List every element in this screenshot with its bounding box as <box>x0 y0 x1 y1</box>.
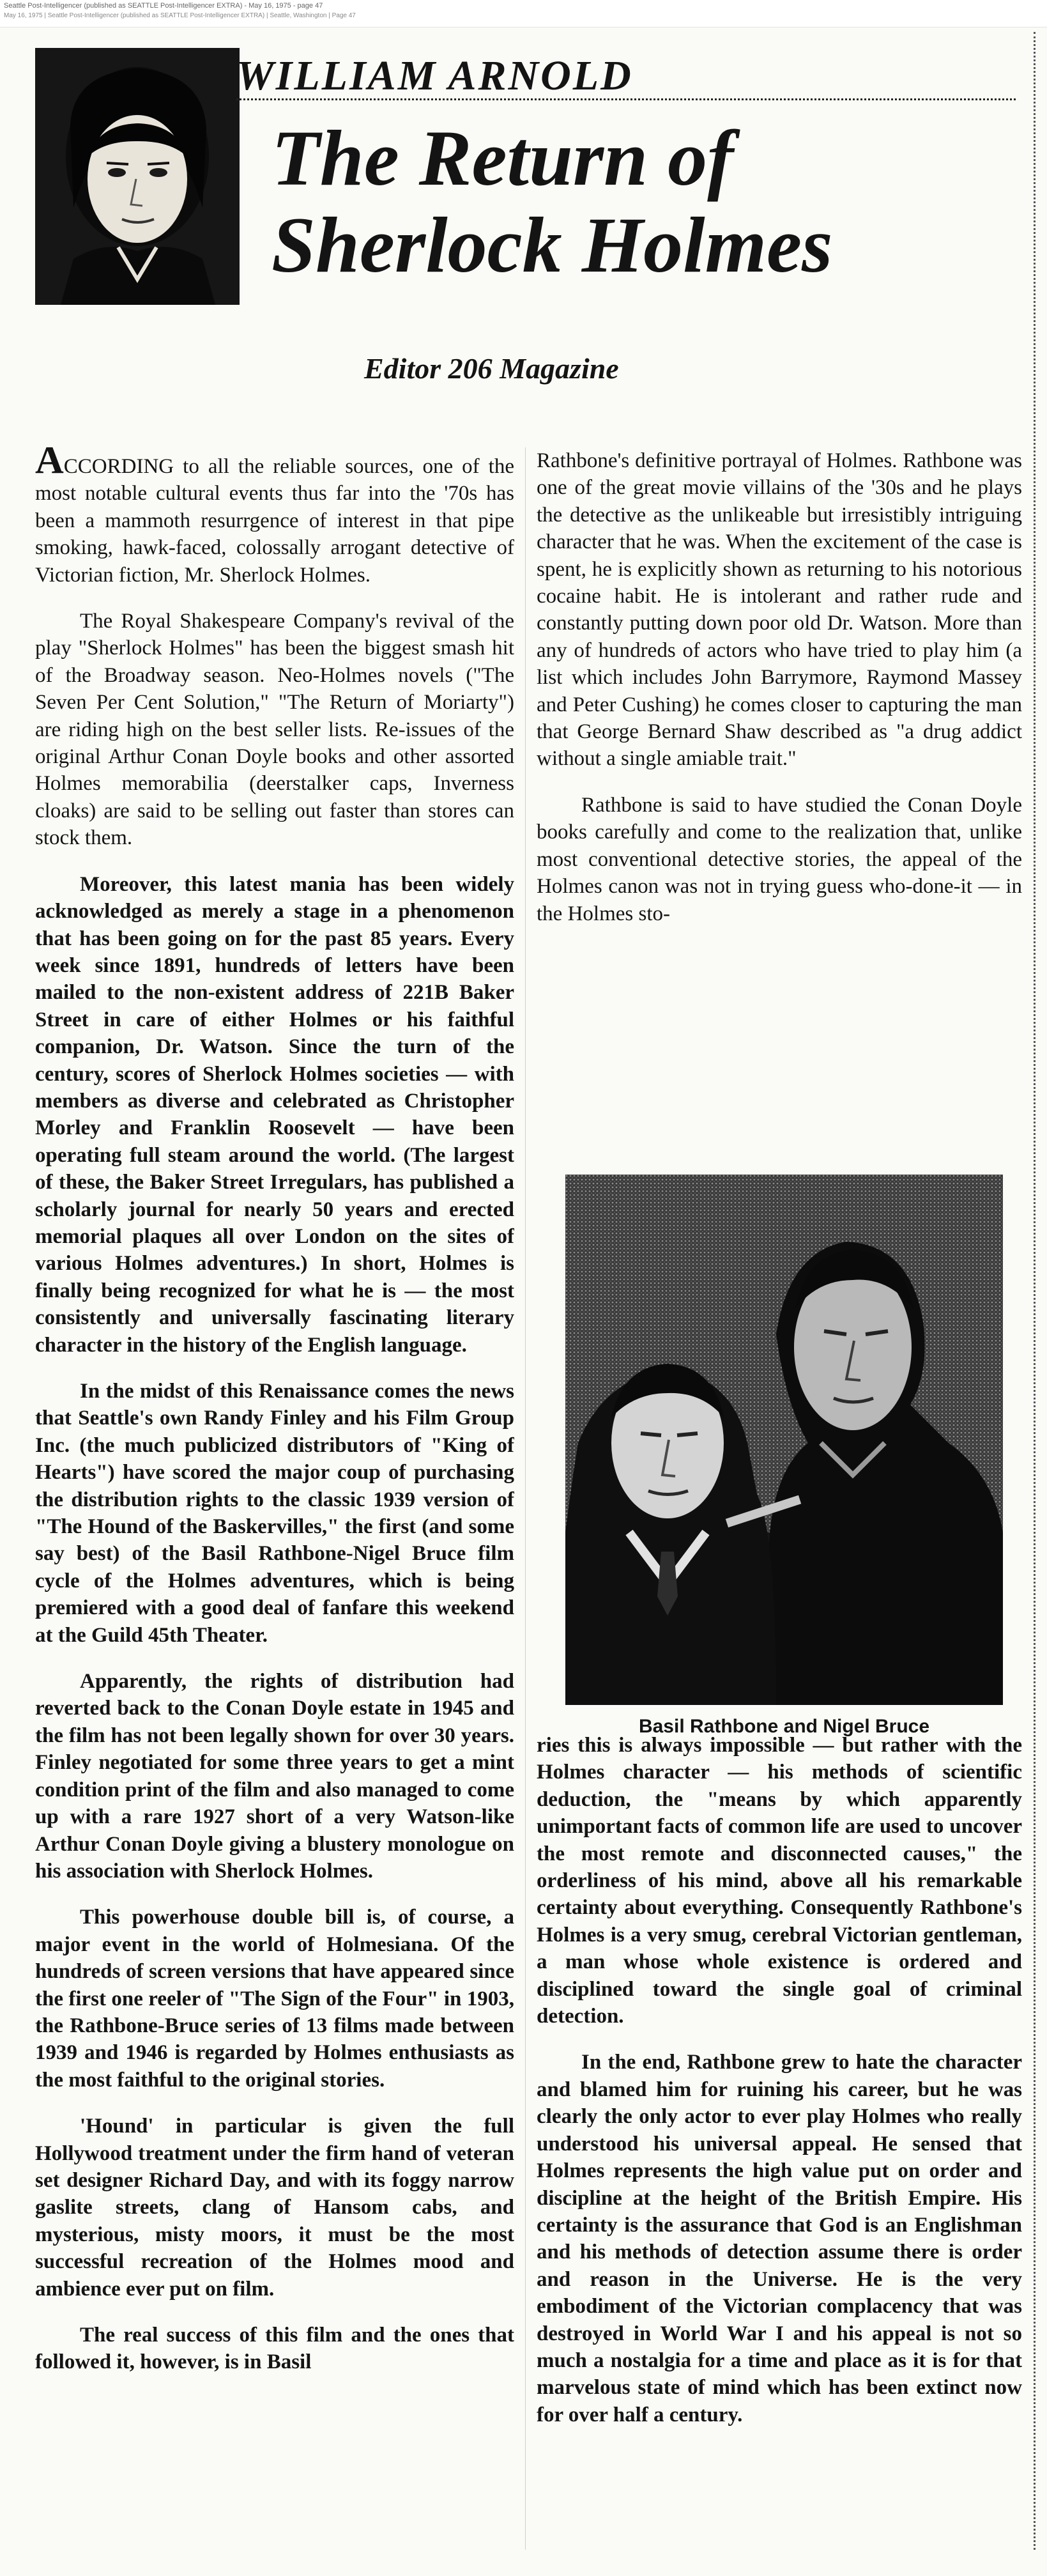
film-still-photo <box>565 1175 1003 1705</box>
paragraph-5: Apparently, the rights of distribution had reverted back to the Conan Doyle estate in 1945 and the film has not been legally shown for over 30 years. Finley negotiated for some three years to get a mint condition print of the film and also managed to come up with a rare 1927 short of a very Watson-like Arthur Conan Doyle giving a blustery monologue on his association with Sherlock Holmes. <box>35 1670 514 1883</box>
headline-line-2: Sherlock Holmes <box>271 201 833 289</box>
column-divider <box>525 447 526 2550</box>
page-edge-rule <box>1034 32 1036 2550</box>
author-name: WILLIAM ARNOLD <box>236 52 633 99</box>
paragraph-8: The real success of this film and the ones that followed it, however, is in Basil <box>35 2324 514 2374</box>
byline-rule <box>236 98 1016 100</box>
paragraph-2: The Royal Shakespeare Company's revival of the play "Sherlock Holmes" has been the biggest smash hit of the Broadway season. Neo-Holmes novels ("The Seven Per Cent Solution," "The Return of Moriarty") are riding high on the best seller lists. Re-issues of the original Arthur Conan Doyle books and other assorted Holmes memorabilia (deerstalker caps, Inverness cloaks) are said to be selling out faster than stores can stock them. <box>35 610 514 850</box>
paragraph-1 <box>35 447 514 589</box>
archive-title[interactable]: Seattle Post-Intelligencer (published as SEATTLE Post-Intelligencer EXTRA) - May 16, 1975 - page 47 <box>4 2 323 10</box>
byline-block <box>236 51 1041 102</box>
article-column-right-top <box>537 447 1022 1061</box>
paragraph-1-text: to all the reliable sources, one of the most notable cultural events thus far into the '70s has been a mammoth resurrgence of interest in that pipe smoking, hawk-faced, colossally arrogant detective of Victorian fiction, Mr. Sherlock Holmes. <box>35 455 514 587</box>
article-column-left <box>35 447 514 2569</box>
archive-header <box>0 0 1047 27</box>
lead-word: CCORDING <box>63 455 174 478</box>
paragraph-6: This powerhouse double bill is, of course, a major event in the world of Holmesiana. Of the hundreds of screen versions that have appeared since the first one reeler of "The Sign of the Four" in 1903, the Rathbone-Bruce series of 13 films made between 1939 and 1946 is regarded by Holmes enthusiasts as the most faithful to the original stories. <box>35 1906 514 2092</box>
paragraph-9: Rathbone's definitive portrayal of Holmes. Rathbone was one of the great movie villains of the '30s and he plays the detective as the unlikeable but irresistibly intriguing character that he was. When the excitement of the case is spent, he is explicitly shown as returning to his notorious cocaine habit. He is intolerant and rather rude and constantly putting down poor old Dr. Watson. More than any of hundreds of actors who have tried to play him (a list which includes John Barrymore, Raymond Massey and Peter Cushing) he comes closer to capturing the man that George Bernard Shaw described as "a drug addict without a single amiable trait." <box>537 449 1022 771</box>
paragraph-12: In the end, Rathbone grew to hate the character and blamed him for ruining his career, but he was clearly the only actor to ever play Holmes who really understood his universal appeal. He sensed that Holmes represents the high value put on order and discipline at the height of the British Empire. His certainty is the assurance that God is an Englishman and his methods of detection assume there is order and reason in the Universe. He is the very embodiment of the Victorian complacency that was destroyed in World War I and his appeal is not so much a nostalgia for a time and place as it is for that marvelous state of mind which has been extinct now for over half a century. <box>537 2051 1022 2426</box>
portrait-illustration <box>35 48 240 305</box>
paragraph-4: In the midst of this Renaissance comes the news that Seattle's own Randy Finley and his Film Group Inc. (the much publicized distributors of "King of Hearts") have scored the major coup of purchasing the distribution rights to the classic 1939 version of "The Hound of the Baskervilles," the first (and some say best) of the Basil Rathbone-Nigel Bruce film cycle of the Holmes adventures, which is being premiered with a good deal of fanfare this weekend at the Guild 45th Theater. <box>35 1380 514 1647</box>
drop-cap: A <box>35 447 64 482</box>
archive-subtitle: May 16, 1975 | Seattle Post-Intelligencer (published as SEATTLE Post-Intelligencer EXTRA) | Seattle, Washington | Page 47 <box>4 12 356 19</box>
paragraph-10: Rathbone is said to have studied the Conan Doyle books carefully and come to the realization that, unlike most conventional detective stories, the appeal of the Holmes canon was not in trying guess who-done-it — in the Holmes sto- <box>537 793 1022 925</box>
headline <box>271 115 1006 289</box>
paragraph-7: 'Hound' in particular is given the full Hollywood treatment under the firm hand of veteran set designer Richard Day, and with its foggy narrow gaslite streets, clang of Hansom cabs, and mysterious, misty moors, it must be the most successful recreation of the Holmes mood and ambience ever put on film. <box>35 2115 514 2301</box>
paragraph-3: Moreover, this latest mania has been widely acknowledged as merely a stage in a phenomenon that has been going on for the past 85 years. Every week since 1891, hundreds of letters have been mailed to the non-existent address of 221B Baker Street in care of either Holmes or his faithful companion, Dr. Watson. Since the turn of the century, scores of Sherlock Holmes societies — with members as diverse and celebrated as Christopher Morley and Franklin Roosevelt — have been operating full steam around the world. (The largest of these, the Baker Street Irregulars, has published a scholarly journal for nearly 50 years and erected memorial plaques all over London on the sites of various Holmes adventures.) In short, Holmes is finally being recognized for what he is — the most consistently and universally fascinating literary character in the history of the English language. <box>35 872 514 1357</box>
photo-caption: Basil Rathbone and Nigel Bruce <box>638 1716 930 1737</box>
film-still-image <box>565 1175 1003 1705</box>
author-portrait <box>35 48 240 305</box>
article-column-right-bottom <box>537 1732 1022 2572</box>
paragraph-11: ries this is always impossible — but rather with the Holmes character — his methods of scientific deduction, the "means by which apparently unimportant facts of common life are used to uncover the most remote and disconnected causes," the orderliness of his mind, above all his remarkable certainty about everything. Consequently Rathbone's Holmes is a very smug, cerebral Victorian gentleman, a man whose whole existence is ordered and disciplined toward the single goal of criminal detection. <box>537 1734 1022 2028</box>
headline-line-1: The Return of <box>271 114 734 202</box>
author-subtitle: Editor 206 Magazine <box>364 352 619 385</box>
